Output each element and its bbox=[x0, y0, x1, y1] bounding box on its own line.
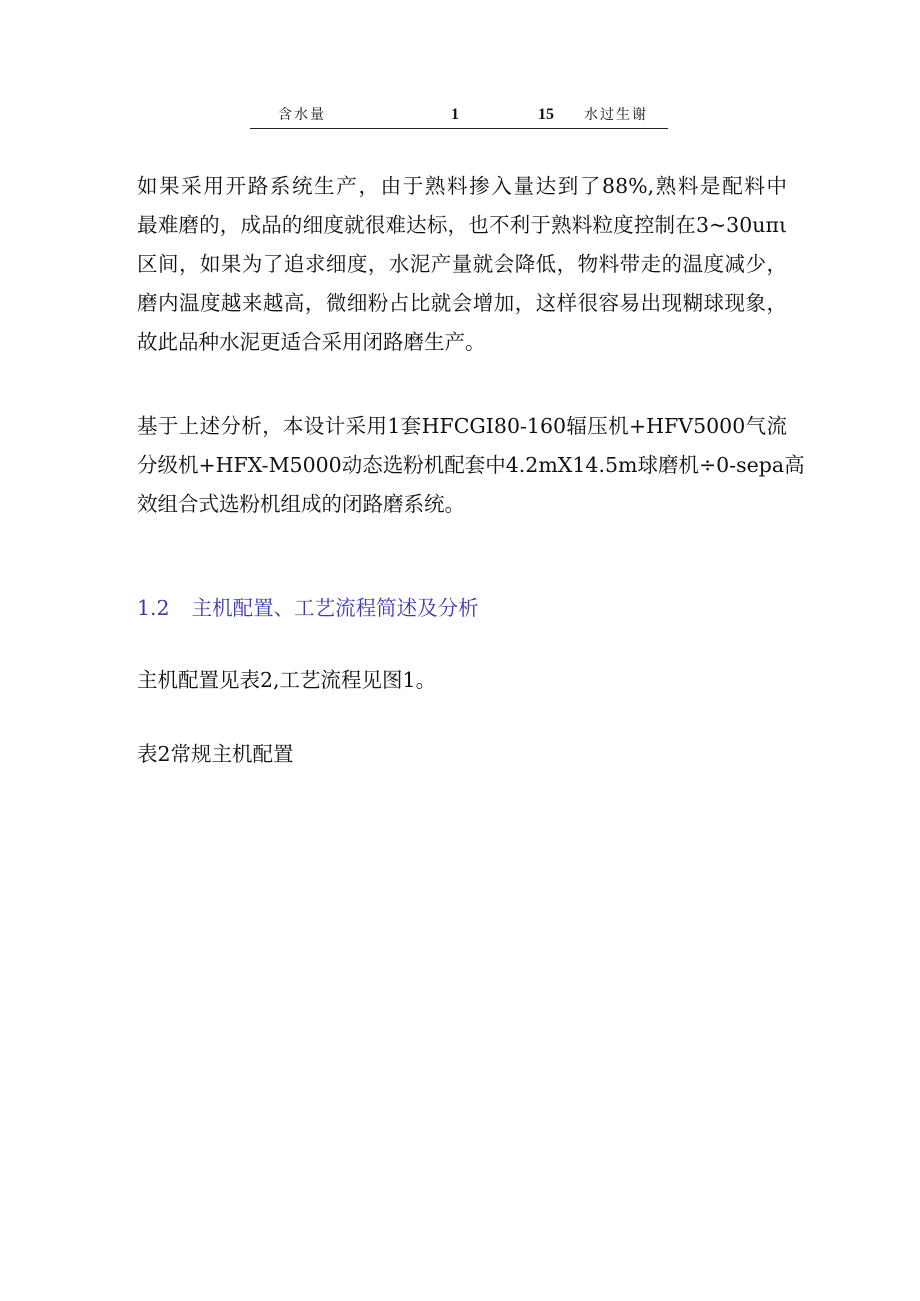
paragraph-line: 最难磨的，成品的细度就很难达标，也不利于熟料粒度控制在3~30uπι bbox=[137, 213, 787, 237]
config-reference-text: 主机配置见表2,工艺流程见图1。 bbox=[137, 668, 437, 692]
section-number: 1.2 bbox=[137, 596, 170, 620]
paragraph-line: 如果采用开路系统生产，由于熟料掺入量达到了88%,熟料是配料中 bbox=[137, 174, 787, 198]
paragraph-line: 磨内温度越来越高，微细粉占比就会增加，这样很容易出现糊球现象， bbox=[137, 291, 787, 315]
paragraph-line: 效组合式选粉机组成的闭路磨系统。 bbox=[137, 492, 465, 516]
table-cell-value2: 15 bbox=[538, 106, 554, 123]
table-caption: 表2常规主机配置 bbox=[137, 742, 294, 766]
table-cell-note: 水过生谢 bbox=[584, 107, 648, 123]
table-row bbox=[250, 104, 668, 129]
section-heading bbox=[137, 592, 479, 624]
section-title: 主机配置、工艺流程简述及分析 bbox=[191, 596, 479, 620]
paragraph-design-choice bbox=[137, 407, 805, 524]
table-cell-name: 含水量 bbox=[278, 107, 326, 123]
paragraph-line: 故此品种水泥更适合采用闭路磨生产。 bbox=[137, 330, 486, 354]
paragraph-line: 分级机+HFX-M5000动态选粉机配套中4.2mX14.5m球磨机÷0-sepa高 bbox=[137, 453, 805, 477]
paragraph-open-circuit-analysis bbox=[137, 167, 787, 362]
table-cell-value1: 1 bbox=[451, 106, 459, 123]
paragraph-line: 区间，如果为了追求细度，水泥产量就会降低，物料带走的温度减少， bbox=[137, 252, 787, 276]
paragraph-line: 基于上述分析，本设计采用1套HFCGI80-160辐压机+HFV5000气流 bbox=[137, 414, 787, 438]
